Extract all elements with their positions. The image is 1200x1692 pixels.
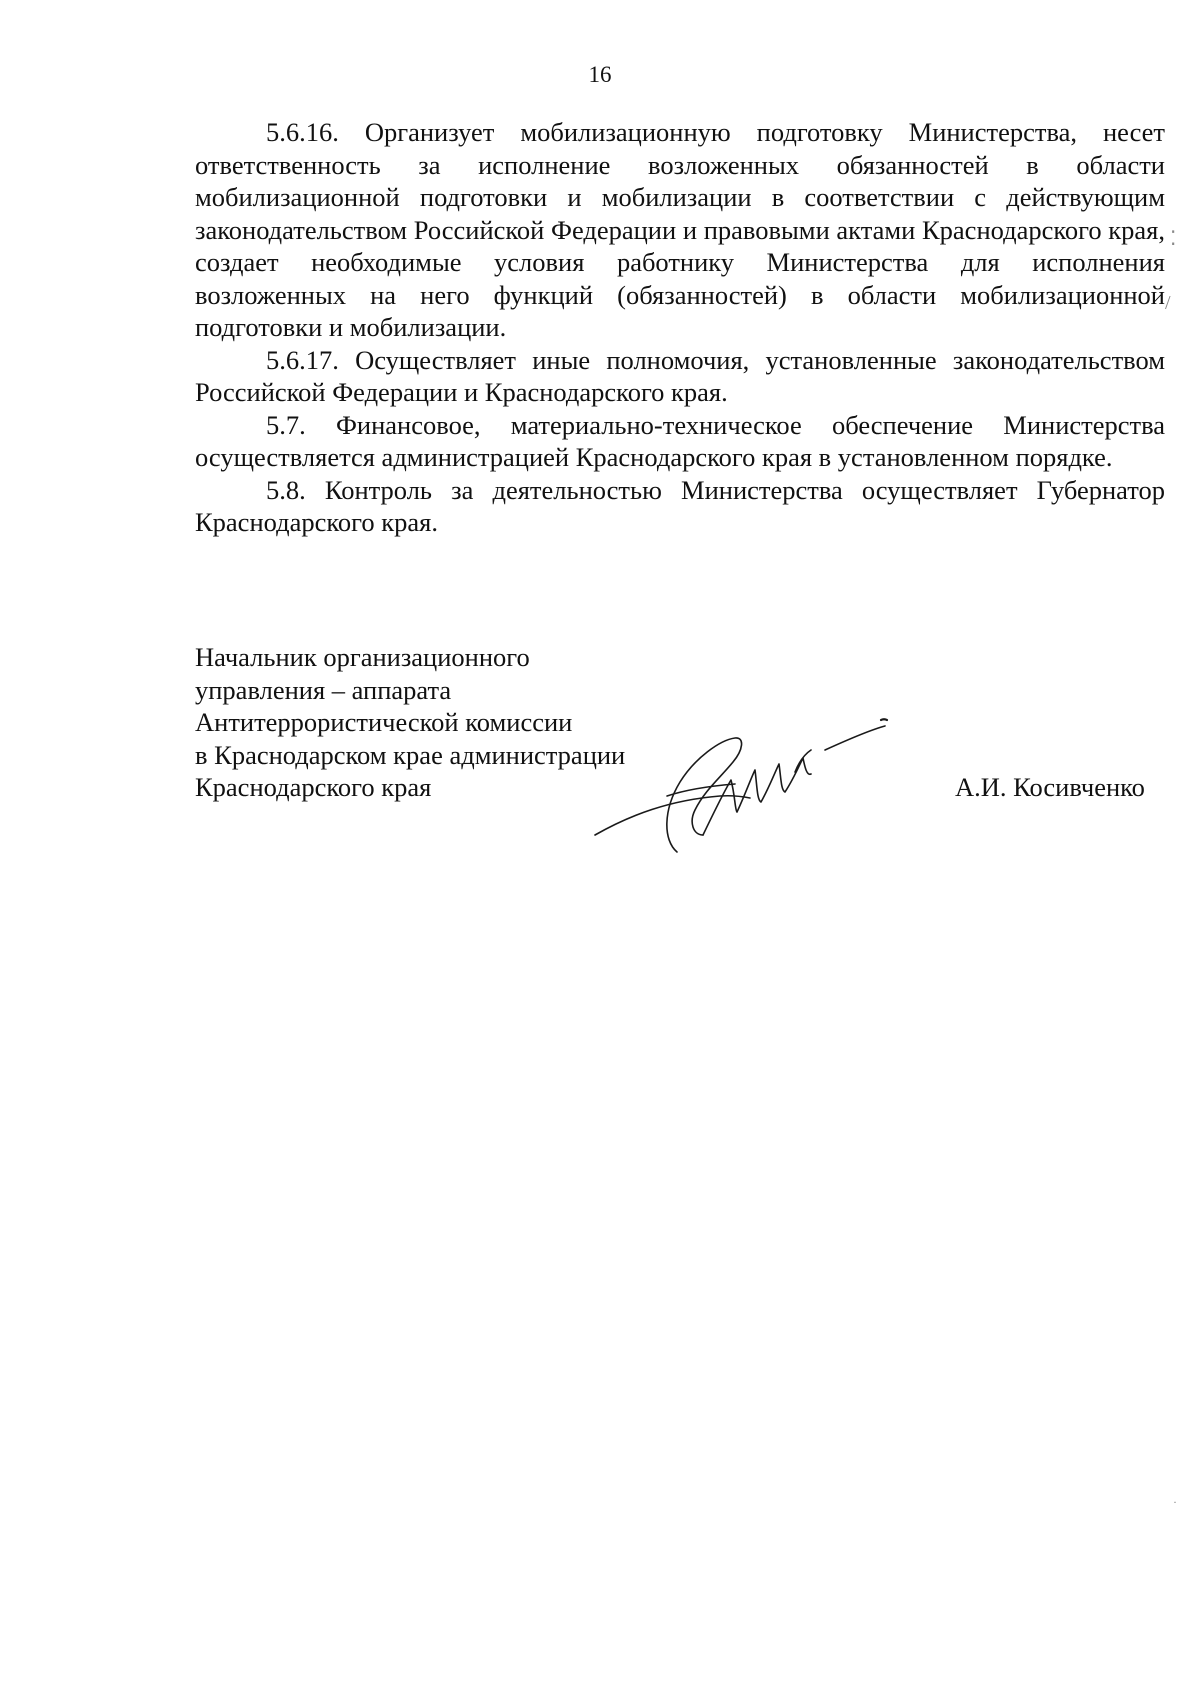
paragraph-5-6-17: 5.6.17. Осуществляет иные полномочия, установленные законодательством Российской Федерации и Краснодарского края. (195, 344, 1165, 407)
signer-name: А.И. Косивченко (955, 772, 1145, 802)
paragraph-5-8: 5.8. Контроль за деятельностью Министерства осуществляет Губернатор Краснодарского края. (195, 474, 1165, 537)
position-line: Антитеррористической комиссии (195, 707, 573, 737)
margin-mark: / (1165, 292, 1171, 314)
document-body (195, 116, 1165, 539)
paragraph-5-6-16: 5.6.16. Организует мобилизационную подготовку Министерства, несет ответственность за исполнение возложенных обязанностей в области мобилизационной подготовки и мобилизации в соответствии с действующим законодательством Российской Федерации и правовыми актами Краснодарского края, создает необходимые условия работнику Министерства для исполнения возложенных на него функций (обязанностей) в области мобилизационной подготовки и мобилизации. (195, 117, 1165, 342)
page-number: 16 (588, 62, 612, 87)
position-line: в Краснодарском крае администрации (195, 739, 626, 770)
handwritten-signature-icon (585, 700, 955, 860)
margin-mark: · (1173, 1495, 1177, 1509)
position-line: Краснодарского края (195, 772, 432, 802)
position-line: управления – аппарата (195, 674, 452, 705)
paragraph-5-7: 5.7. Финансовое, материально-техническое обеспечение Министерства осуществляется администрацией Краснодарского края в установленном порядке. (195, 409, 1165, 472)
margin-mark: ⁚ (1170, 228, 1177, 250)
position-line: Начальник организационного (195, 642, 530, 672)
